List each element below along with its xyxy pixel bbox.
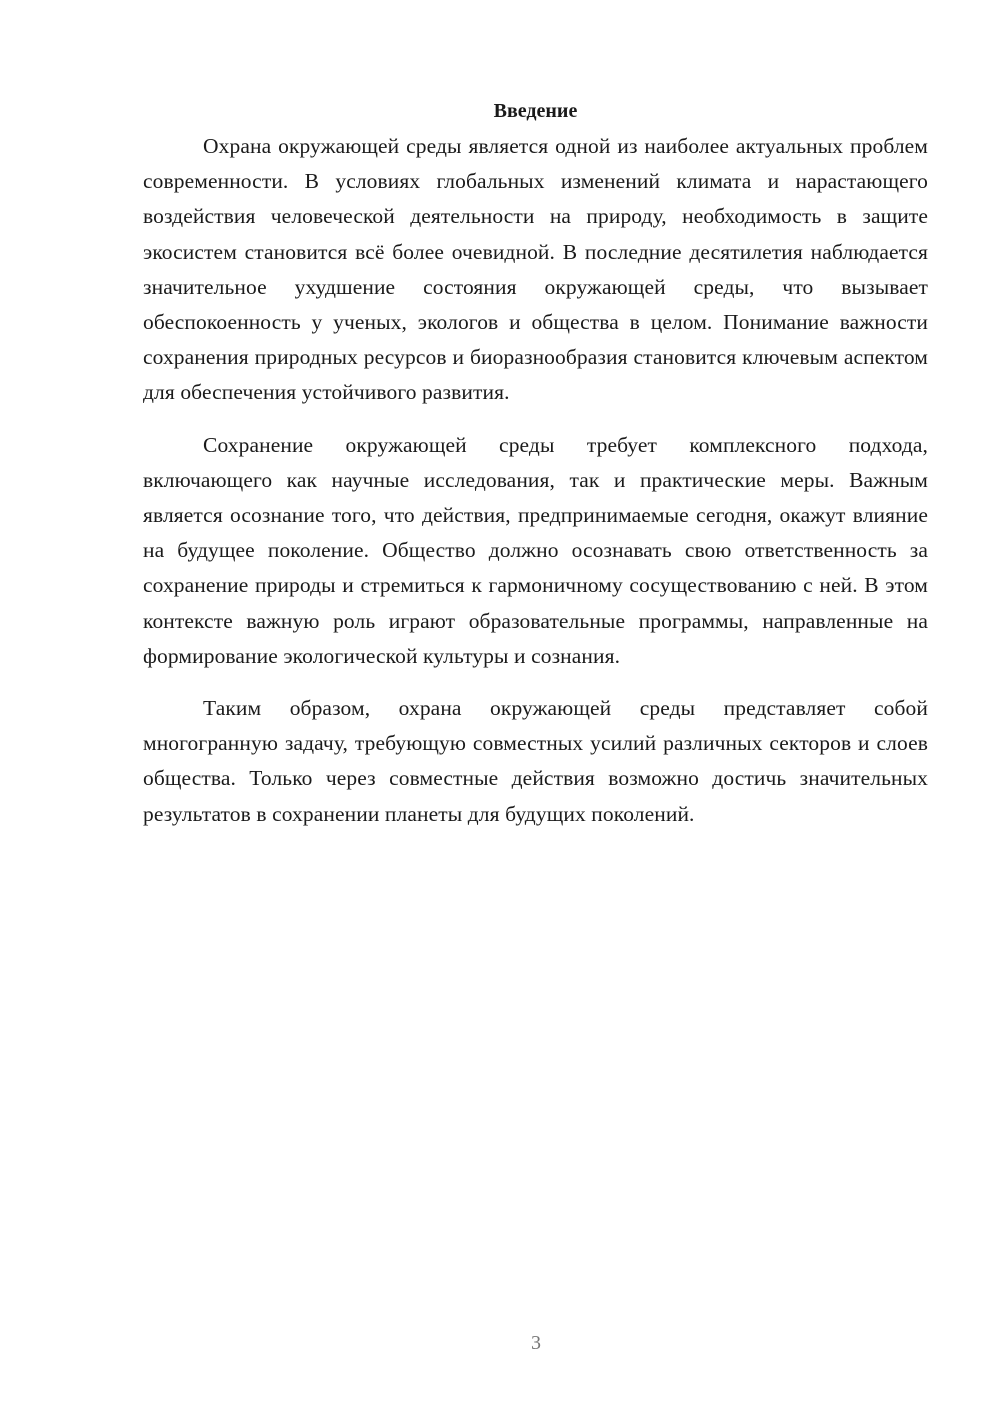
paragraph-1: Охрана окружающей среды является одной из наиболее актуальных проблем современности. В условиях глобальных изменений климата и нарастающего воздействия человеческой деятельности на природу, необходимость в защите экосистем становится всё более очевидной. В последние десятилетия наблюдается значительное ухудшение состояния окружающей среды, что вызывает обеспокоенность у ученых, экологов и общества в целом. Понимание важности сохранения природных ресурсов и биоразнообразия становится ключевым аспектом для обеспечения устойчивого развития. xyxy=(143,134,928,405)
section-title: Введение xyxy=(493,100,578,122)
paragraph-2: Сохранение окружающей среды требует комплексного подхода, включающего как научные исследования, так и практические меры. Важным является осознание того, что действия, предпринимаемые сегодня, окажут влияние на будущее поколение. Общество должно осознавать свою ответственность за сохранение природы и стремиться к гармоничному сосуществованию с ней. В этом контексте важную роль играют образовательные программы, направленные на формирование экологической культуры и сознания. xyxy=(143,432,928,668)
page-content xyxy=(143,93,928,832)
page-number: 3 xyxy=(531,1332,541,1354)
paragraph-3: Таким образом, охрана окружающей среды представляет собой многогранную задачу, требующую совместных усилий различных секторов и слоев общества. Только через совместные действия возможно достичь значительных результатов в сохранении планеты для будущих поколений. xyxy=(143,696,928,826)
